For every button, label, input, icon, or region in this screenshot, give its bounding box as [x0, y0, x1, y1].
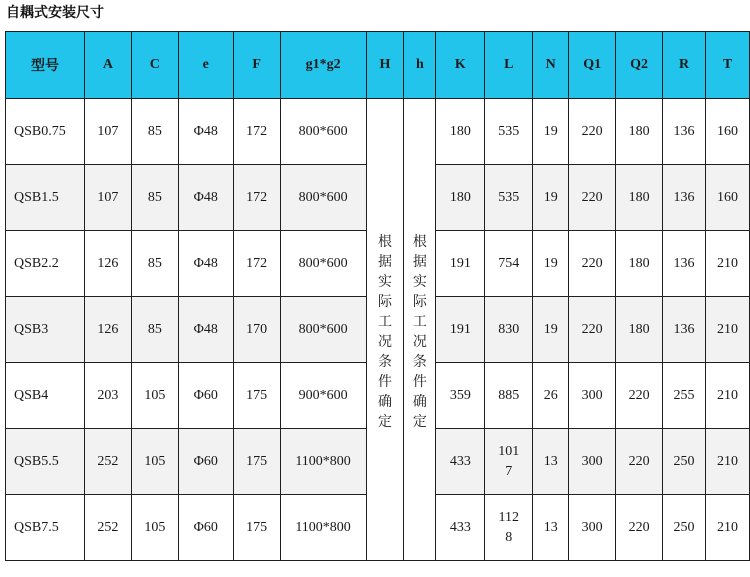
table-cell-e: Φ60	[178, 495, 233, 561]
table-cell-a: 107	[84, 165, 131, 231]
table-cell-q1: 220	[569, 231, 616, 297]
table-cell-k: 433	[436, 429, 485, 495]
table-cell-model: QSB0.75	[6, 99, 85, 165]
table-cell-k: 180	[436, 99, 485, 165]
dimension-table	[5, 31, 750, 561]
table-cell-n: 19	[533, 297, 569, 363]
header-cell-h-lower: h	[404, 32, 436, 99]
table-cell-t: 210	[705, 297, 749, 363]
table-cell-r: 136	[663, 231, 706, 297]
header-cell-q2: Q2	[616, 32, 663, 99]
table-cell-e: Φ60	[178, 363, 233, 429]
header-row	[6, 32, 750, 99]
table-cell-model: QSB5.5	[6, 429, 85, 495]
table-cell-model: QSB7.5	[6, 495, 85, 561]
table-cell-f: 175	[233, 495, 280, 561]
table-cell-g: 900*600	[280, 363, 366, 429]
table-cell-c: 105	[131, 429, 178, 495]
table-cell-a: 252	[84, 495, 131, 561]
table-cell-q1: 220	[569, 99, 616, 165]
table-cell-r: 136	[663, 165, 706, 231]
table-cell-a: 107	[84, 99, 131, 165]
table-cell-q2: 180	[616, 99, 663, 165]
table-cell-l-text: 1017	[498, 443, 520, 479]
table-cell-k: 191	[436, 297, 485, 363]
header-cell-g: g1*g2	[280, 32, 366, 99]
table-cell-model: QSB2.2	[6, 231, 85, 297]
table-cell-a: 126	[84, 231, 131, 297]
header-cell-n: N	[533, 32, 569, 99]
table-cell-c: 85	[131, 99, 178, 165]
table-cell-n: 13	[533, 495, 569, 561]
table-cell-q1: 220	[569, 165, 616, 231]
table-cell-g: 800*600	[280, 297, 366, 363]
table-cell-l: 885	[485, 363, 533, 429]
table-cell-t: 210	[705, 363, 749, 429]
table-cell-q1: 300	[569, 363, 616, 429]
table-cell-c: 105	[131, 363, 178, 429]
header-cell-h-upper: H	[366, 32, 404, 99]
table-cell-f: 175	[233, 429, 280, 495]
table-cell-k: 191	[436, 231, 485, 297]
table-cell-model: QSB3	[6, 297, 85, 363]
header-cell-c: C	[131, 32, 178, 99]
table-cell-l: 830	[485, 297, 533, 363]
table-cell-r: 250	[663, 429, 706, 495]
table-cell-q2: 180	[616, 231, 663, 297]
table-cell-t: 210	[705, 495, 749, 561]
table-cell-r: 136	[663, 297, 706, 363]
table-cell-g: 800*600	[280, 165, 366, 231]
table-cell-q2: 180	[616, 165, 663, 231]
table-cell-q1: 300	[569, 429, 616, 495]
table-cell-g: 1100*800	[280, 429, 366, 495]
table-cell-a: 126	[84, 297, 131, 363]
table-cell-f: 172	[233, 231, 280, 297]
header-cell-a: A	[84, 32, 131, 99]
note-cell-h-upper	[366, 99, 404, 561]
table-cell-model: QSB4	[6, 363, 85, 429]
vertical-note-text: 根据实际工况条件确定	[377, 233, 392, 430]
table-cell-r: 136	[663, 99, 706, 165]
table-cell-n: 19	[533, 231, 569, 297]
table-cell-e: Φ60	[178, 429, 233, 495]
table-cell-n: 13	[533, 429, 569, 495]
header-cell-k: K	[436, 32, 485, 99]
table-cell-a: 203	[84, 363, 131, 429]
table-cell-c: 85	[131, 165, 178, 231]
table-cell-l: 535	[485, 99, 533, 165]
table-cell-g: 1100*800	[280, 495, 366, 561]
header-cell-r: R	[663, 32, 706, 99]
table-cell-t: 160	[705, 165, 749, 231]
page-title: 自耦式安装尺寸	[6, 5, 104, 21]
table-cell-t: 210	[705, 231, 749, 297]
table-cell-k: 180	[436, 165, 485, 231]
table-cell-n: 19	[533, 99, 569, 165]
table-cell-q2: 220	[616, 429, 663, 495]
table-cell-f: 170	[233, 297, 280, 363]
table-cell-g: 800*600	[280, 99, 366, 165]
table-cell-q2: 220	[616, 363, 663, 429]
table-cell-k: 433	[436, 495, 485, 561]
table-cell-q1: 300	[569, 495, 616, 561]
table-cell-q2: 220	[616, 495, 663, 561]
table-cell-g: 800*600	[280, 231, 366, 297]
table-cell-a: 252	[84, 429, 131, 495]
header-cell-l: L	[485, 32, 533, 99]
table-cell-e: Φ48	[178, 99, 233, 165]
table-cell-q2: 180	[616, 297, 663, 363]
table-cell-c: 85	[131, 231, 178, 297]
table-cell-c: 85	[131, 297, 178, 363]
table-cell-n: 26	[533, 363, 569, 429]
table-cell-e: Φ48	[178, 231, 233, 297]
table-cell-l: 535	[485, 165, 533, 231]
table-cell-model: QSB1.5	[6, 165, 85, 231]
table-cell-c: 105	[131, 495, 178, 561]
table-row	[6, 99, 750, 165]
vertical-note-text: 根据实际工况条件确定	[412, 233, 427, 430]
header-cell-f: F	[233, 32, 280, 99]
table-cell-f: 172	[233, 99, 280, 165]
header-cell-t: T	[705, 32, 749, 99]
table-cell-q1: 220	[569, 297, 616, 363]
table-cell-r: 255	[663, 363, 706, 429]
table-cell-l	[485, 429, 533, 495]
header-cell-e: e	[178, 32, 233, 99]
table-cell-r: 250	[663, 495, 706, 561]
table-cell-t: 210	[705, 429, 749, 495]
table-cell-t: 160	[705, 99, 749, 165]
table-cell-f: 172	[233, 165, 280, 231]
header-cell-model: 型号	[6, 32, 85, 99]
table-cell-l-text: 1128	[498, 509, 520, 545]
table-cell-k: 359	[436, 363, 485, 429]
table-cell-l: 754	[485, 231, 533, 297]
table-cell-f: 175	[233, 363, 280, 429]
table-cell-n: 19	[533, 165, 569, 231]
table-cell-e: Φ48	[178, 165, 233, 231]
table-cell-l	[485, 495, 533, 561]
note-cell-h-lower	[404, 99, 436, 561]
header-cell-q1: Q1	[569, 32, 616, 99]
table-cell-e: Φ48	[178, 297, 233, 363]
